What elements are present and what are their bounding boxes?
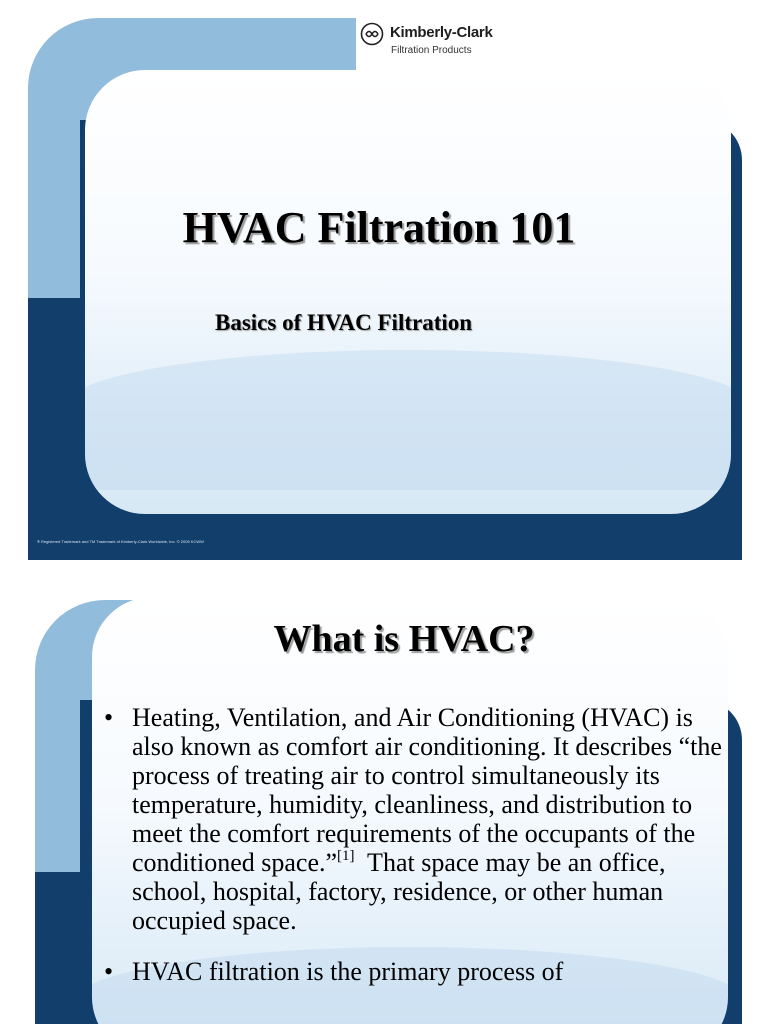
trademark-footnote: ® Registered Trademark and TM Trademark of Kimberly-Clark Worldwide, Inc. © 2005 KCWW xyxy=(37,539,204,544)
kimberly-clark-logo-mark-icon xyxy=(360,22,384,46)
slide-subtitle: Basics of HVAC Filtration xyxy=(215,310,473,335)
bullet-text-continued: That space may be an office, school, hospital, factory, residence, or other human occupied space. xyxy=(132,848,672,935)
bullet-marker: • xyxy=(104,957,114,986)
bullet-text: HVAC filtration is the primary process of xyxy=(132,957,564,986)
kimberly-clark-logo xyxy=(360,22,530,62)
bullet-item xyxy=(104,703,729,935)
bullet-marker: • xyxy=(104,703,114,732)
bullet-text-main: Heating, Ventilation, and Air Conditioning (HVAC) is also known as comfort air conditioning. It describes “the process of treating air to control simultaneously its temperature, humidity, cleanliness, and distribution to meet the comfort requirements of the occupants of the conditioned space.” xyxy=(132,703,722,877)
slide-title: HVAC Filtration 101 xyxy=(182,203,576,252)
bullet-item xyxy=(104,957,729,986)
logo-name: Kimberly-Clark xyxy=(390,24,493,41)
bullet-text xyxy=(132,703,729,935)
citation-reference: [1] xyxy=(337,848,355,864)
content-slide xyxy=(0,575,768,1024)
logo-subtitle: Filtration Products xyxy=(391,45,472,56)
bullet-list xyxy=(104,703,729,1008)
slide-title: What is HVAC? xyxy=(273,618,535,660)
title-panel xyxy=(85,70,731,514)
panel-wave-decoration xyxy=(85,350,731,490)
